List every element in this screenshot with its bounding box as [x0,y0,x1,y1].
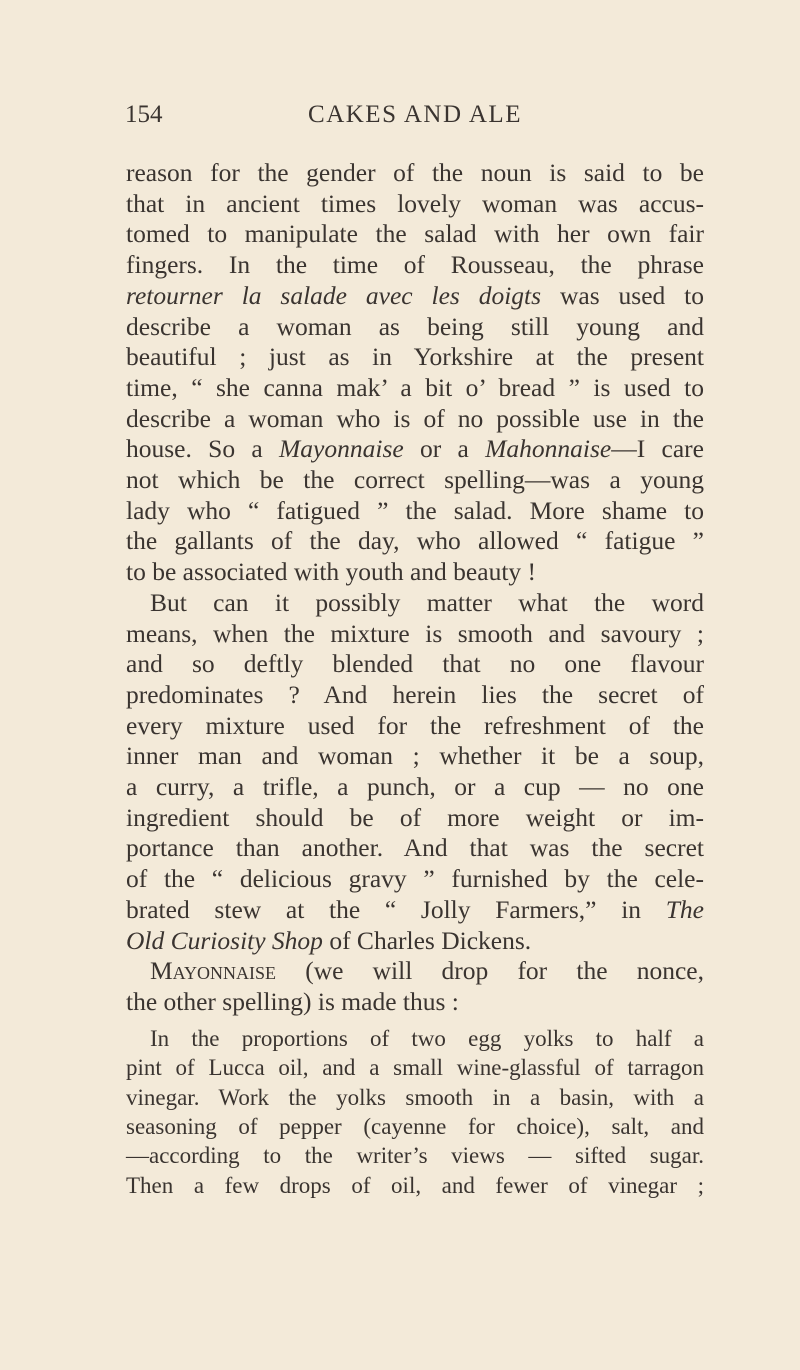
text-line: fingers. In the time of Rousseau, the phrase [126,250,704,280]
text-line: tomed to manipulate the salad with her own fair [126,219,704,249]
text-line: beautiful ; just as in Yorkshire at the present [126,342,704,372]
page-number: 154 [125,101,163,128]
body-text [126,158,704,1200]
recipe-line: pint of Lucca oil, and a small wine-glassful of tarragon [126,1055,704,1081]
text-line: describe a woman who is of no possible use in the [126,403,704,433]
text-line: every mixture used for the refreshment of the [126,710,704,740]
text-fragment: (we will drop for the nonce, [276,956,704,986]
text-line: reason for the gender of the noun is said to be [126,158,704,187]
text-line: Old Curiosity Shop of Charles Dickens. [126,925,532,955]
page-header [125,98,705,132]
recipe-line: —according to the writer’s views — sifted sugar. [126,1143,704,1169]
text-line: predominates ? And herein lies the secret of [126,679,704,709]
recipe-line: Then a few drops of oil, and fewer of vinegar ; [126,1172,704,1198]
text-line: inner man and woman ; whether it be a soup, [126,741,704,771]
text-line: and so deftly blended that no one flavour [126,649,704,679]
text-line: time, “ she canna mak’ a bit o’ bread ” is used to [126,372,704,402]
text-line: the other spelling) is made thus : [126,986,459,1016]
text-line: retourner la salade avec les doigts was used to [126,280,705,310]
text-line: ingredient should be of more weight or im- [126,802,704,832]
text-line: the gallants of the day, who allowed “ fatigue ” [126,526,704,556]
text-line: that in ancient times lovely woman was accus- [126,188,704,218]
text-line: not which be the correct spelling—was a young [126,465,704,495]
text-line: means, when the mixture is smooth and savoury ; [126,618,704,648]
recipe-line: In the proportions of two egg yolks to half a [150,1025,704,1051]
mayonnaise-heading: Mayonnaise [150,956,277,986]
text-line: lady who “ fatigued ” the salad. More shame to [126,495,704,525]
paragraph-mayonnaise-intro [126,956,704,1017]
text-line: of the “ delicious gravy ” furnished by the cele- [126,864,704,894]
recipe-line: seasoning of pepper (cayenne for choice), salt, and [126,1113,704,1139]
text-line: house. So a Mayonnaise or a Mahonnaise—I care [126,434,704,464]
text-line: describe a woman as being still young and [126,311,704,341]
paragraph-gender-of-salad [126,158,704,588]
recipe-line: vinegar. Work the yolks smooth in a basin, with a [126,1084,704,1110]
text-line: brated stew at the “ Jolly Farmers,” in The [126,894,704,924]
paragraph-smooth-mixture [126,588,704,956]
recipe-text [126,1024,704,1200]
running-title: CAKES AND ALE [308,101,522,128]
text-line: a curry, a trifle, a punch, or a cup — no one [126,772,704,802]
text-line [126,956,704,987]
text-line: to be associated with youth and beauty ! [126,557,537,587]
text-line: portance than another. And that was the secret [126,833,704,863]
text-line: But can it possibly matter what the word [150,587,704,617]
